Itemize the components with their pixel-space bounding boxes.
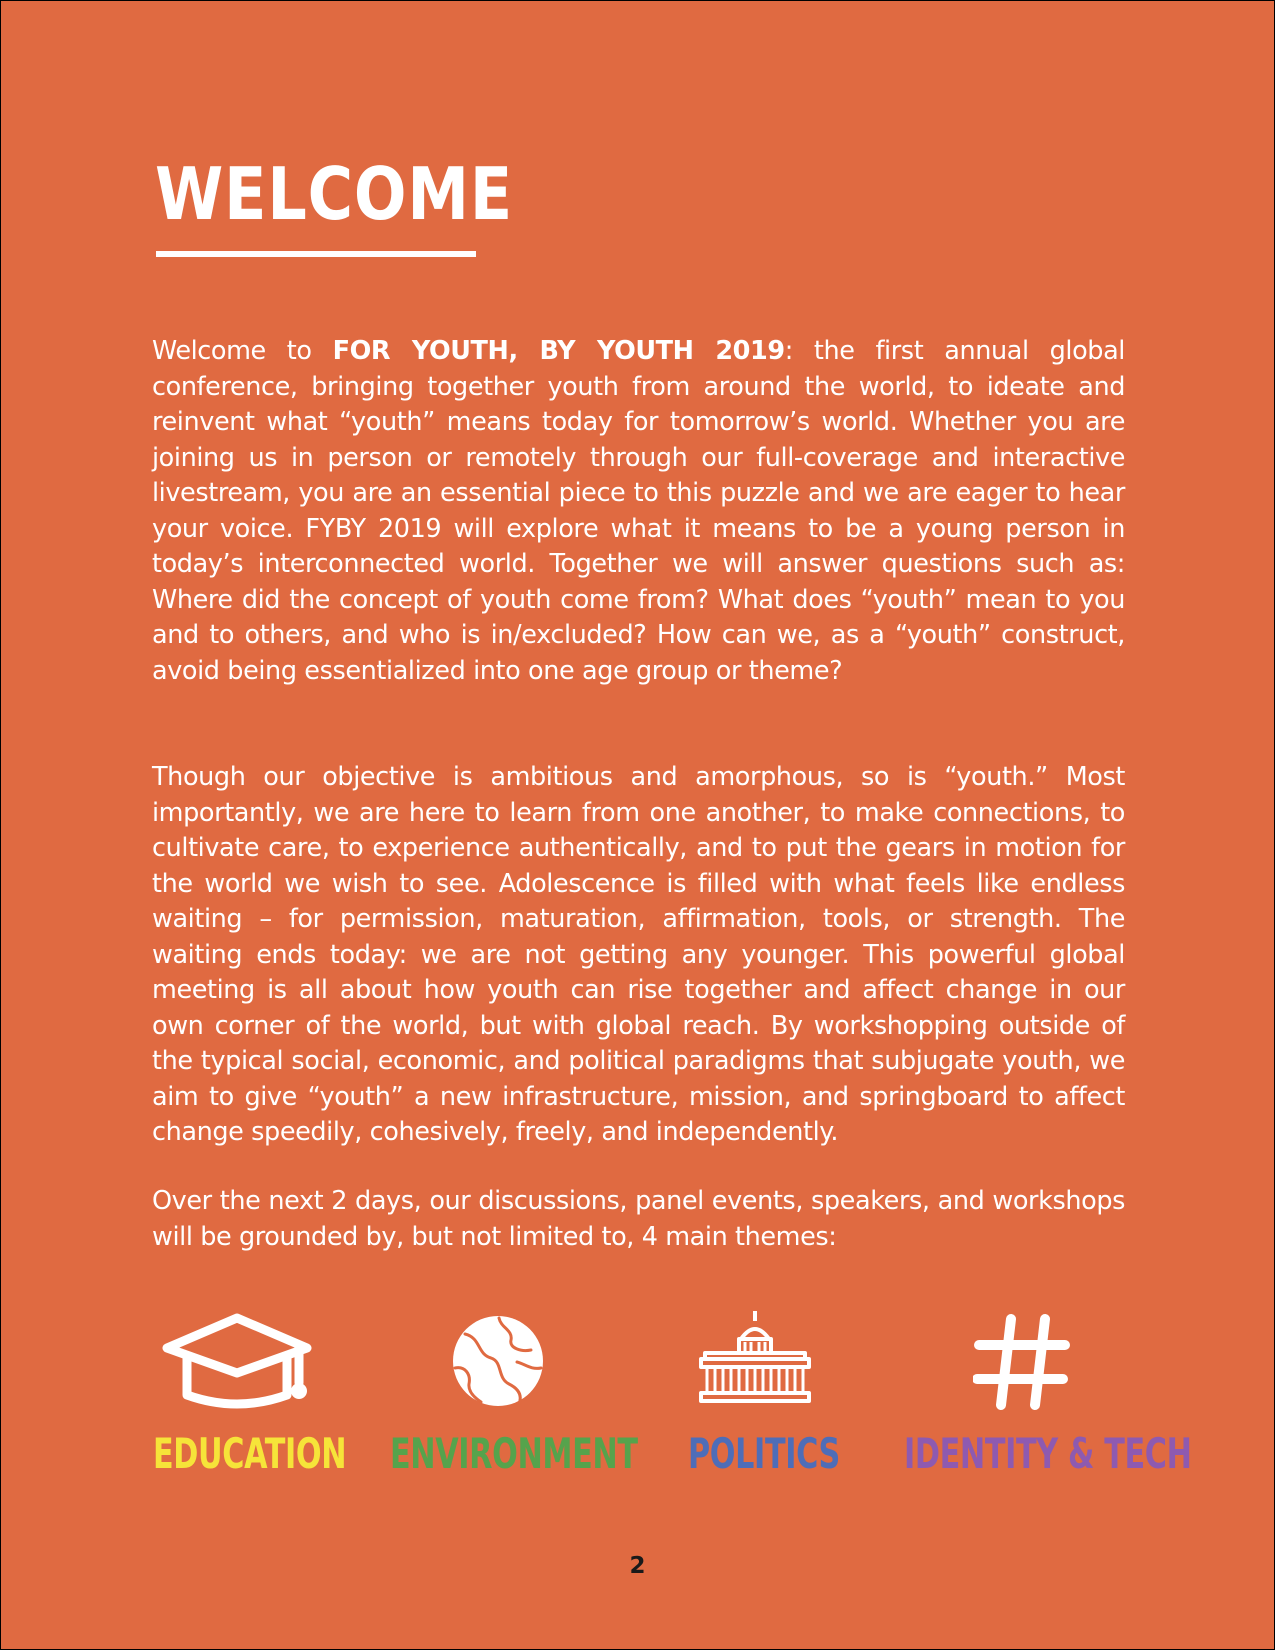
theme-label-identity-tech: IDENTITY & TECH [904, 1429, 1192, 1478]
intro-paragraph [152, 334, 1125, 689]
theme-label-education: EDUCATION [153, 1429, 347, 1478]
themes-intro-paragraph: Over the next 2 days, our discussions, panel events, speakers, and workshops will be grounded by, but not limited to, 4 main themes: [152, 1186, 1125, 1252]
conference-name: FOR YOUTH, BY YOUTH 2019 [332, 336, 785, 366]
theme-label-politics: POLITICS [688, 1429, 840, 1478]
title-underline [156, 251, 476, 257]
graduation-cap-icon [159, 1311, 317, 1411]
globe-icon [451, 1314, 545, 1408]
page-title: WELCOME [155, 152, 514, 236]
intro-text-rest: : the first annual global conference, bringing together youth from around the world, to ideate and reinvent what “youth” means today for tomorrow’s world. Whether you are joining us in person or remotely through our full-coverage and interactive livestream, you are an essential piece to this puzzle and we are eager to hear your voice. FYBY 2019 will explore what it means to be a young person in today’s interconnected world. Together we will answer questions such as: Where did the concept of youth come from? What does “youth” mean to you and to others, and who is in/excluded? How can we, as a “youth” construct, avoid being essentialized into one age group or theme? [152, 336, 1125, 686]
page-number: 2 [629, 1553, 646, 1579]
intro-text-start: Welcome to [152, 336, 333, 366]
capitol-building-icon [697, 1309, 813, 1405]
objective-paragraph: Though our objective is ambitious and amorphous, so is “youth.” Most importantly, we are here to learn from one another, to make connections, to cultivate care, to experience authentically, and to put the gears in motion for the world we wish to see. Adolescence is filled with what feels like endless waiting – for permission, maturation, affirmation, tools, or strength. The waiting ends today: we are not getting any younger. This powerful global meeting is all about how youth can rise together and affect change in our own corner of the world, but with global reach. By workshopping outside of the typical social, economic, and political paradigms that subjugate youth, we aim to give “youth” a new infrastructure, mission, and springboard to affect change speedily, cohesively, freely, and independently. [152, 762, 1125, 1147]
hashtag-icon [973, 1313, 1071, 1411]
theme-label-environment: ENVIRONMENT [390, 1429, 638, 1478]
